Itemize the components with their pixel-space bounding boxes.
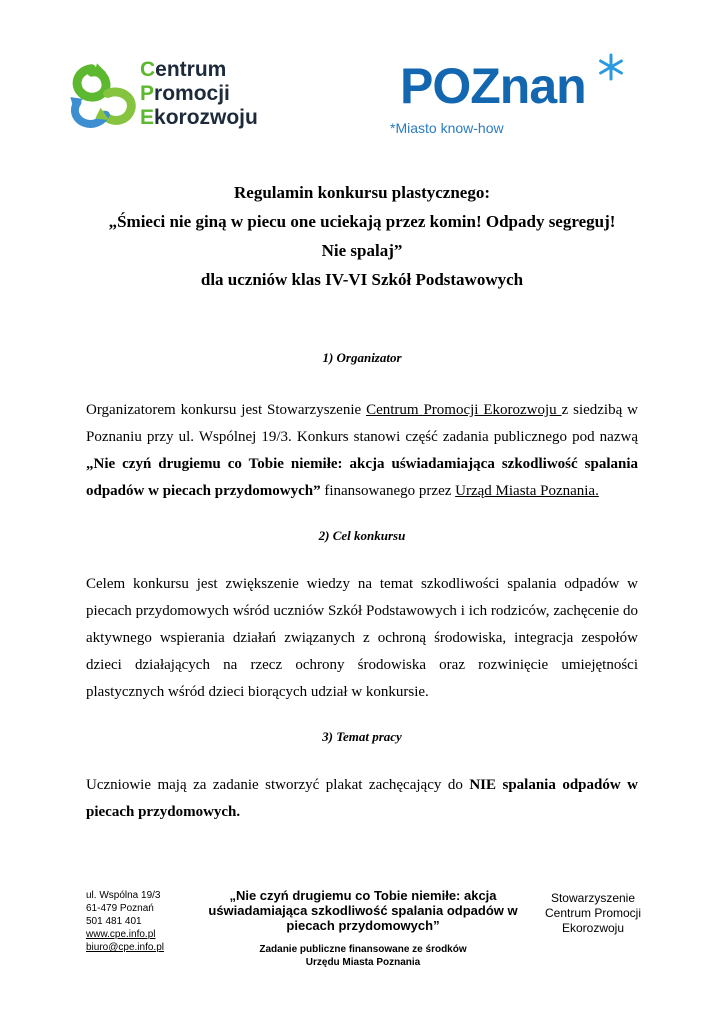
- footer-project: [198, 888, 528, 969]
- footer-org-1: Stowarzyszenie: [550, 891, 636, 905]
- footer-org-3: Ekorozwoju: [561, 921, 625, 935]
- poznan-logo: [390, 58, 586, 136]
- s3-text-a: Uczniowie mają za zadanie stworzyć plakat zachęcający do: [86, 777, 470, 793]
- title-line-2: „Śmieci nie giną w piecu one uciekają przez komin! Odpady segreguj!: [108, 212, 616, 231]
- section-2-heading: 2) Cel konkursu: [318, 528, 406, 543]
- section-1-paragraph: [86, 397, 638, 505]
- cpe-link[interactable]: Centrum Promocji Ekorozwoju: [366, 402, 562, 418]
- poznan-tagline: *Miasto know-how: [390, 120, 504, 136]
- title-line-4: dla uczniów klas IV-VI Szkół Podstawowych: [200, 270, 524, 289]
- s1-text-c: finansowanego przez: [320, 483, 456, 499]
- title-line-1: Regulamin konkursu plastycznego:: [234, 183, 490, 202]
- s1-text-b: z siedzibą w Poznaniu przy ul. Wspólnej 19/3. Konkurs stanowi część zadania publicznego pod nazwą: [86, 402, 638, 445]
- asterisk-icon: [596, 52, 626, 82]
- footer-address-2: 61-479 Poznań: [86, 903, 154, 914]
- footer-funding-2: Urzędu Miasta Poznania: [305, 957, 421, 968]
- cpe-recycle-logo-icon: [60, 58, 150, 138]
- cpe-cap-e: E: [140, 106, 155, 129]
- document-title: [60, 178, 664, 294]
- footer-contact: [86, 889, 164, 954]
- s1-text-a: Organizatorem konkursu jest Stowarzyszenie: [86, 402, 367, 418]
- cpe-cap-c: C: [140, 58, 156, 81]
- poznan-wordmark: POZnan: [400, 58, 586, 114]
- footer-organization: [535, 891, 651, 936]
- s1-project-name: „Nie czyń drugiemu co Tobie niemiłe: akcja uświadamiająca szkodliwość spalania odpadów w piecach przydomowych”: [86, 456, 638, 499]
- cpe-rest-3: korozwoju: [154, 106, 258, 129]
- s3-bold: NIE spalania odpadów w piecach przydomowych.: [86, 777, 638, 820]
- section-3-paragraph: [86, 772, 638, 826]
- footer-address-1: ul. Wspólna 19/3: [86, 890, 161, 901]
- cpe-cap-p: P: [140, 82, 155, 105]
- footer-email-link[interactable]: biuro@cpe.info.pl: [86, 942, 164, 953]
- footer-project-title: „Nie czyń drugiemu co Tobie niemiłe: akcja uświadamiająca szkodliwość spalania odpadów w piecach przydomowych”: [208, 888, 518, 933]
- footer-org-2: Centrum Promocji: [544, 906, 642, 920]
- footer-website-link[interactable]: www.cpe.info.pl: [86, 929, 156, 940]
- cpe-logo-text: [140, 58, 258, 130]
- cpe-rest-1: entrum: [155, 58, 227, 81]
- section-1-heading: 1) Organizator: [322, 350, 402, 365]
- section-3-heading: 3) Temat pracy: [322, 729, 402, 744]
- footer-funding-1: Zadanie publiczne finansowane ze środków: [259, 944, 467, 955]
- city-hall-link[interactable]: Urząd Miasta Poznania.: [455, 483, 599, 499]
- footer-phone: 501 481 401: [86, 916, 142, 927]
- cpe-rest-2: romocji: [154, 82, 230, 105]
- title-line-3: Nie spalaj”: [321, 241, 403, 260]
- section-2-paragraph: Celem konkursu jest zwiększenie wiedzy na temat szkodliwości spalania odpadów w piecach przydomowych wśród uczniów Szkół Podstawowych i ich rodziców, zachęcenie do aktywnego wspierania działań związanych z ochroną środowiska, integracja zespołów dzieci działających na rzecz ochrony środowiska oraz rozwinięcie umiejętności plastycznych wśród dzieci biorących udział w konkursie.: [86, 576, 638, 700]
